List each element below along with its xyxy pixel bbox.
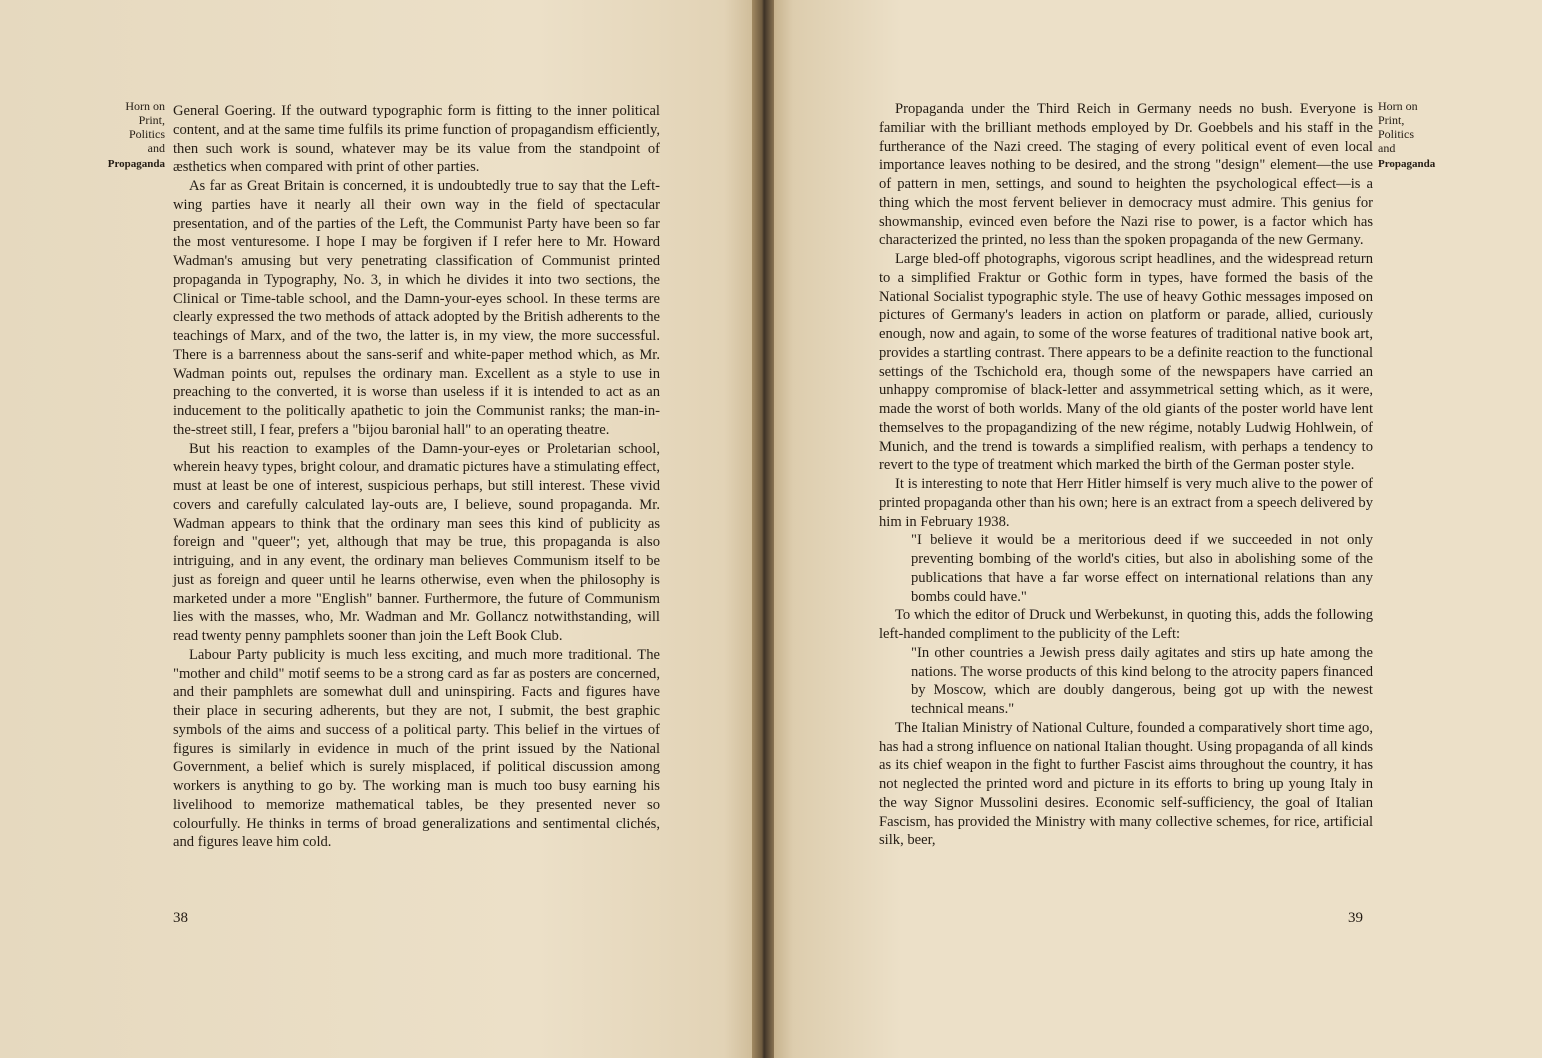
block-quote: "In other countries a Jewish press daily agitates and stirs up hate among the nations. The worse products of this kind belong to the atrocity papers financed by Moscow, which are doubly dangerous, being got up with the newest technical means." — [911, 644, 1373, 717]
page-number: 39 — [1348, 910, 1363, 926]
paragraph: Labour Party publicity is much less exciting, and much more traditional. The "mother and child" motif seems to be a strong card as far as posters are concerned, and their pamphlets are somewhat dull and uninspiring. Facts and figures have their place in securing adherents, but they are not, I submit, the best graphic symbols of the aims and success of a political party. This belief in the virtues of figures is similarly in evidence in much of the print issued by the National Government, a belief which is surely misplaced, if political discussion among workers is anything to go by. The working man is much too busy earning his livelihood to memorize mathematical tables, be they presented never so colourfully. He thinks in terms of broad generalizations and sentimental clichés, and figures leave him cold. — [173, 646, 660, 851]
left-sidenote — [75, 99, 165, 171]
paragraph: It is interesting to note that Herr Hitler himself is very much alive to the power of printed propaganda other than his own; here is an extract from a speech delivered by him in February 1938. — [879, 476, 1373, 530]
right-page — [762, 0, 1542, 1058]
paragraph: But his reaction to examples of the Damn-your-eyes or Proletarian school, wherein heavy types, bright colour, and dramatic pictures have a stimulating effect, must at least be one of interest, suspicious perhaps, but still interest. These vivid covers and carefully calculated lay-outs are, I believe, sound propaganda. Mr. Wadman appears to think that the ordinary man sees this kind of publicity as foreign and "queer"; yet, although that may be true, this propaganda is also intriguing, and in any event, the ordinary man believes Communism itself to be just as foreign and queer until he learns otherwise, even when the philosophy is marketed under a more "English" banner. Furthermore, the future of Communism lies with the masses, who, Mr. Wadman and Mr. Gollancz notwithstanding, will read twenty penny pamphlets sooner than join the Left Book Club. — [173, 440, 660, 644]
paragraph: Large bled-off photographs, vigorous script headlines, and the widespread return to a simplified Fraktur or Gothic form in types, have formed the basis of the National Socialist typographic style. The use of heavy Gothic messages imposed on pictures of Germany's leaders in action on platform or parade, allied, curiously enough, now and again, to some of the worse features of traditional native book art, provides a startling contrast. There appears to be a definite reaction to the functional settings of the Tschichold era, though some of the newspapers have carried an unhappy compromise of black-letter and assymmetrical setting which, as it were, made the worst of both worlds. Many of the old giants of the poster world have lent themselves to the propagandizing of the new régime, notably Ludwig Hohlwein, of Munich, and the trend is towards a simplified realism, with perhaps a tendency to revert to the type of treatment which marked the birth of the German poster style. — [879, 251, 1373, 474]
sidenote-line: Propaganda — [107, 158, 165, 170]
sidenote-line: and — [1378, 141, 1396, 155]
paragraph: General Goering. If the outward typographic form is fitting to the inner political content, and at the same time fulfils its prime function of propagandism efficiently, then such work is sound, whatever may be its value from the standpoint of æsthetics when compared with print of other parties. — [173, 103, 660, 176]
block-quote: "I believe it would be a meritorious deed if we succeeded in not only preventing bombing of the world's cities, but also in abolishing some of the publications that have a far worse effect on international relations than any bombs could have." — [911, 532, 1373, 605]
left-body-text — [173, 102, 660, 852]
paragraph: Propaganda under the Third Reich in Germany needs no bush. Everyone is familiar with the brilliant methods employed by Dr. Goebbels and his staff in the furtherance of the Nazi creed. The staging of every political event of even local importance leaves nothing to be desired, and the strong "design" element—the use of pattern in men, settings, and sound to heighten the psychological effect—is a thing which the most fervent believer in democracy must admire. This genius for showmanship, evinced even before the Nazi rise to power, is a factor which has characterized the printed, no less than the spoken propaganda of the new Germany. — [879, 101, 1373, 249]
left-page — [0, 0, 762, 1058]
book-gutter — [752, 0, 774, 1058]
right-body-text — [879, 100, 1373, 850]
sidenote-line: Print, — [138, 113, 165, 127]
sidenote-line: Print, — [1378, 113, 1405, 127]
sidenote-line: Horn on — [125, 99, 165, 113]
page-number: 38 — [173, 910, 188, 926]
paragraph: The Italian Ministry of National Culture, founded a comparatively short time ago, has had a strong influence on national Italian thought. Using propaganda of all kinds as its chief weapon in the fight to further Fascist aims throughout the country, it has not neglected the printed word and picture in its efforts to bring up young Italy in the way Signor Mussolini desires. Economic self-sufficiency, the goal of Italian Fascism, has provided the Ministry with many collective schemes, for rice, artificial silk, beer, — [879, 719, 1373, 849]
sidenote-line: Politics — [1378, 127, 1415, 141]
sidenote-line: Politics — [128, 127, 165, 141]
right-sidenote — [1378, 99, 1468, 171]
sidenote-line: and — [147, 141, 165, 155]
sidenote-line: Propaganda — [1378, 158, 1436, 170]
sidenote-line: Horn on — [1378, 99, 1418, 113]
paragraph: To which the editor of Druck und Werbekunst, in quoting this, adds the following left-handed compliment to the publicity of the Left: — [879, 607, 1373, 642]
paragraph: As far as Great Britain is concerned, it is undoubtedly true to say that the Left-wing parties have it nearly all their own way in the field of spectacular presentation, and of the parties of the Left, the Communist Party have been so far the most venturesome. I hope I may be forgiven if I refer here to Mr. Howard Wadman's amusing but very penetrating classification of Communist printed propaganda in Typography, No. 3, in which he divides it into two sections, the Clinical or Time-table school, and the Damn-your-eyes school. In these terms are clearly expressed the two methods of attack adopted by the British adherents to the teachings of Marx, and of the two, the latter is, in my view, the more successful. There is a barrenness about the sans-serif and white-paper method which, as Mr. Wadman points out, repulses the ordinary man. Excellent as a style to use in preaching to the converted, it is worse than useless if it is intended to act as an inducement to the politically apathetic to join the Communist ranks; the man-in-the-street still, I fear, prefers a "bijou baronial hall" to an operating theatre. — [173, 178, 660, 438]
